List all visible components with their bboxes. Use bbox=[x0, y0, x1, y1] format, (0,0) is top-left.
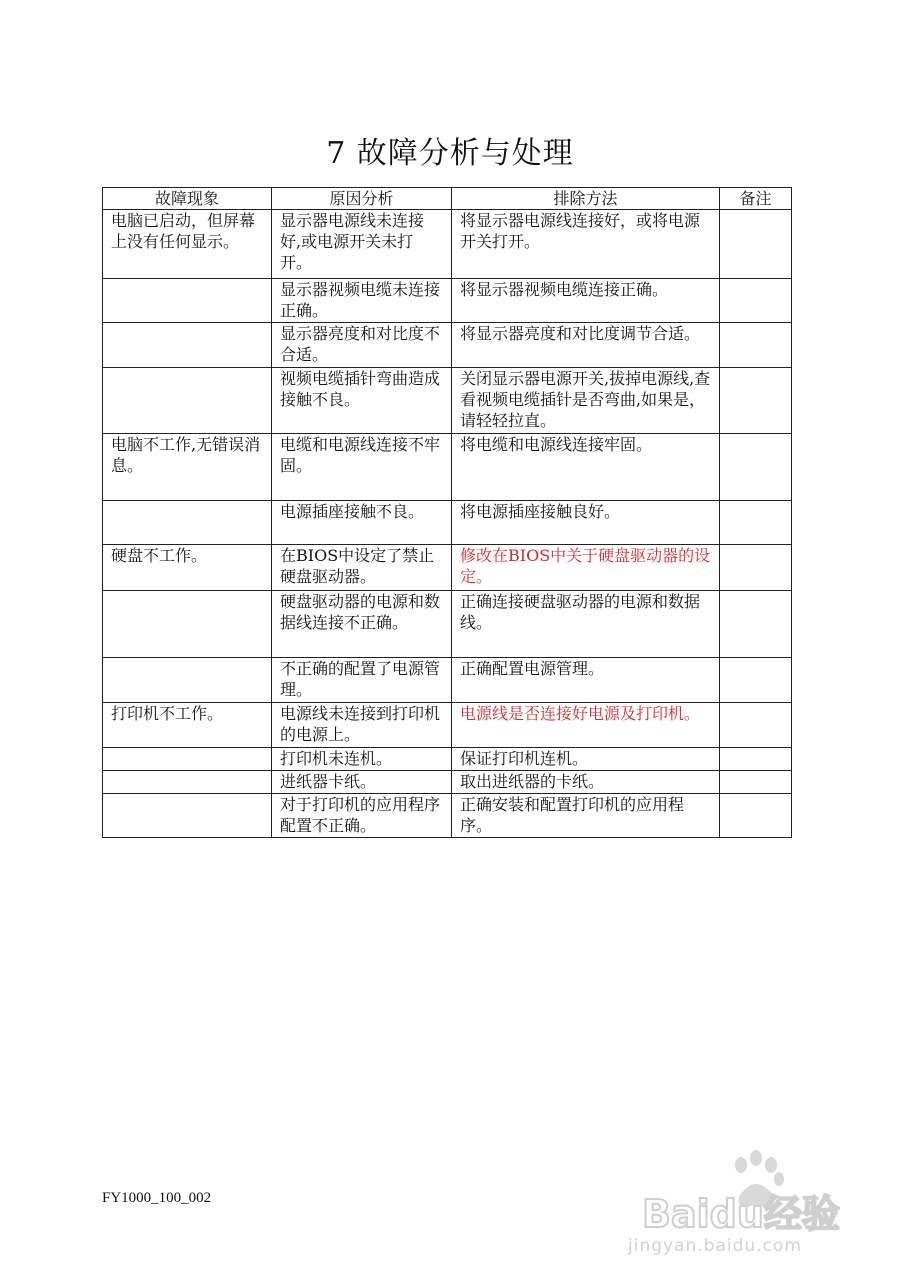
fix-cell: 正确连接硬盘驱动器的电源和数据线。 bbox=[452, 591, 720, 658]
note-cell bbox=[720, 210, 792, 279]
cause-cell: 硬盘驱动器的电源和数据线连接不正确。 bbox=[272, 591, 452, 658]
cause-cell: 打印机未连机。 bbox=[272, 748, 452, 771]
fix-cell: 将电缆和电源线连接牢固。 bbox=[452, 434, 720, 501]
header-symptom: 故障现象 bbox=[103, 188, 272, 210]
cause-cell: 在BIOS中设定了禁止硬盘驱动器。 bbox=[272, 545, 452, 591]
note-cell bbox=[720, 501, 792, 545]
cause-cell: 视频电缆插针弯曲造成接触不良。 bbox=[272, 368, 452, 434]
fix-cell-highlighted: 修改在BIOS中关于硬盘驱动器的设定。 bbox=[452, 545, 720, 591]
fix-cell: 将显示器视频电缆连接正确。 bbox=[452, 279, 720, 323]
fix-cell: 将显示器电源线连接好，或将电源开关打开。 bbox=[452, 210, 720, 279]
header-fix: 排除方法 bbox=[452, 188, 720, 210]
header-note: 备注 bbox=[720, 188, 792, 210]
symptom-cell bbox=[103, 794, 272, 838]
note-cell bbox=[720, 591, 792, 658]
cause-cell: 电缆和电源线连接不牢固。 bbox=[272, 434, 452, 501]
fix-cell: 正确安装和配置打印机的应用程序。 bbox=[452, 794, 720, 838]
cause-cell: 电源插座接触不良。 bbox=[272, 501, 452, 545]
cause-cell: 电源线未连接到打印机的电源上。 bbox=[272, 703, 452, 748]
table-row bbox=[103, 658, 792, 703]
fix-cell: 取出进纸器的卡纸。 bbox=[452, 771, 720, 794]
fix-cell: 关闭显示器电源开关,拔掉电源线,查看视频电缆插针是否弯曲,如果是，请轻轻拉直。 bbox=[452, 368, 720, 434]
table-row bbox=[103, 794, 792, 838]
symptom-cell bbox=[103, 279, 272, 323]
note-cell bbox=[720, 658, 792, 703]
fix-cell: 将显示器亮度和对比度调节合适。 bbox=[452, 323, 720, 368]
note-cell bbox=[720, 323, 792, 368]
symptom-cell: 电脑已启动，但屏幕上没有任何显示。 bbox=[103, 210, 272, 279]
footer-document-code: FY1000_100_002 bbox=[102, 1190, 212, 1206]
symptom-cell bbox=[103, 368, 272, 434]
note-cell bbox=[720, 703, 792, 748]
cause-cell: 进纸器卡纸。 bbox=[272, 771, 452, 794]
fix-cell: 将电源插座接触良好。 bbox=[452, 501, 720, 545]
fix-cell: 正确配置电源管理。 bbox=[452, 658, 720, 703]
symptom-cell bbox=[103, 591, 272, 658]
table-row bbox=[103, 748, 792, 771]
symptom-cell: 电脑不工作,无错误消息。 bbox=[103, 434, 272, 501]
symptom-cell bbox=[103, 501, 272, 545]
note-cell bbox=[720, 748, 792, 771]
cause-cell: 不正确的配置了电源管理。 bbox=[272, 658, 452, 703]
page-title: 7 故障分析与处理 bbox=[326, 136, 574, 171]
table-row bbox=[103, 771, 792, 794]
watermark-url: jingyan.baidu.com bbox=[628, 1236, 802, 1256]
table-row bbox=[103, 368, 792, 434]
cause-cell: 显示器视频电缆未连接正确。 bbox=[272, 279, 452, 323]
symptom-cell bbox=[103, 771, 272, 794]
table-row bbox=[103, 591, 792, 658]
symptom-cell bbox=[103, 658, 272, 703]
table-row bbox=[103, 279, 792, 323]
fault-table bbox=[102, 187, 792, 838]
watermark-brand: Baidu经验 bbox=[642, 1192, 840, 1236]
symptom-cell bbox=[103, 323, 272, 368]
symptom-cell: 打印机不工作。 bbox=[103, 703, 272, 748]
table-row bbox=[103, 545, 792, 591]
cause-cell: 对于打印机的应用程序配置不正确。 bbox=[272, 794, 452, 838]
note-cell bbox=[720, 434, 792, 501]
cause-cell: 显示器亮度和对比度不合适。 bbox=[272, 323, 452, 368]
table-row bbox=[103, 703, 792, 748]
table-row bbox=[103, 210, 792, 279]
note-cell bbox=[720, 368, 792, 434]
table-row bbox=[103, 501, 792, 545]
table-header-row bbox=[103, 188, 792, 210]
note-cell bbox=[720, 771, 792, 794]
note-cell bbox=[720, 545, 792, 591]
table-row bbox=[103, 434, 792, 501]
symptom-cell: 硬盘不工作。 bbox=[103, 545, 272, 591]
header-cause: 原因分析 bbox=[272, 188, 452, 210]
fix-cell: 保证打印机连机。 bbox=[452, 748, 720, 771]
symptom-cell bbox=[103, 748, 272, 771]
note-cell bbox=[720, 279, 792, 323]
note-cell bbox=[720, 794, 792, 838]
fix-cell-highlighted: 电源线是否连接好电源及打印机。 bbox=[452, 703, 720, 748]
table-row bbox=[103, 323, 792, 368]
cause-cell: 显示器电源线未连接好,或电源开关未打开。 bbox=[272, 210, 452, 279]
